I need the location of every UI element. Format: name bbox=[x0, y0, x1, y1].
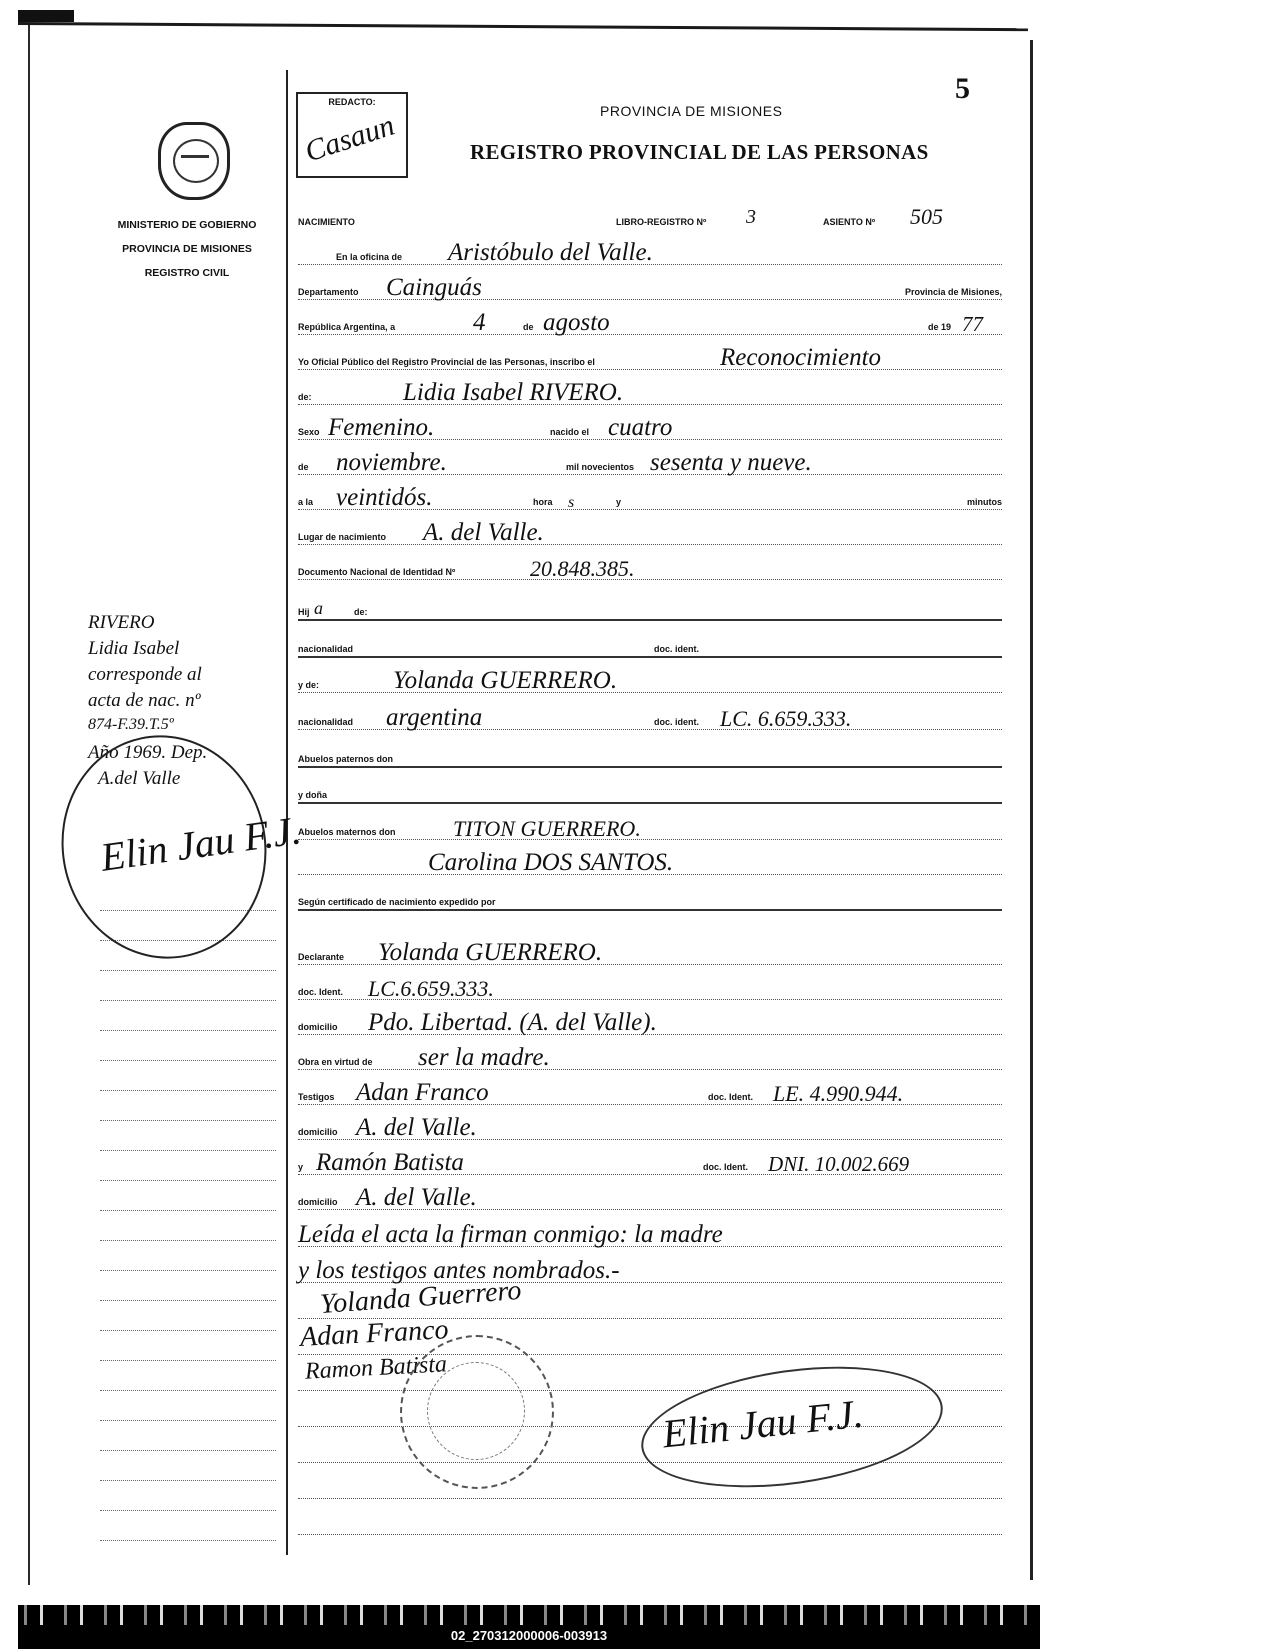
de2-label: de: bbox=[298, 392, 312, 402]
closing-line-1: Leída el acta la firman conmigo: la madre bbox=[298, 1221, 723, 1248]
margin-ruled-line bbox=[100, 1540, 276, 1541]
asiento-label: ASIENTO Nº bbox=[823, 217, 876, 227]
row-nacionalidad-2 bbox=[298, 705, 1002, 730]
row-testigo-2 bbox=[298, 1150, 1002, 1175]
row-declarante bbox=[298, 940, 1002, 965]
dia-value: 4 bbox=[473, 309, 486, 336]
redacto-stamp bbox=[296, 92, 408, 178]
margin-note-line-6: Año 1969. Dep. bbox=[88, 742, 208, 763]
margin-ruled-line bbox=[100, 1360, 276, 1361]
page-top-edge bbox=[18, 22, 1028, 31]
row-lugar bbox=[298, 520, 1002, 545]
hora-value: veintidós. bbox=[336, 484, 433, 511]
nacido-label: nacido el bbox=[550, 427, 590, 437]
margin-ruled-line bbox=[100, 1480, 276, 1481]
y-label: y bbox=[616, 497, 622, 507]
docident-1-label: doc. ident. bbox=[654, 644, 699, 654]
docident-4-value: LE. 4.990.944. bbox=[773, 1081, 904, 1106]
segun-label: Según certificado de nacimiento expedido por bbox=[298, 897, 496, 907]
domicilio-1-value: Pdo. Libertad. (A. del Valle). bbox=[368, 1009, 657, 1036]
domicilio-2-label: domicilio bbox=[298, 1127, 338, 1137]
docident-5-value: DNI. 10.002.669 bbox=[768, 1152, 910, 1176]
signature-madre: Yolanda Guerrero bbox=[319, 1275, 523, 1320]
stamp-inner-ring bbox=[427, 1362, 525, 1460]
nombre-value: Lidia Isabel RIVERO. bbox=[403, 379, 624, 406]
departamento-value: Cainguás bbox=[386, 274, 482, 301]
mil-label: mil novecientos bbox=[566, 462, 635, 472]
abuelo-materno-value: TITON GUERRERO. bbox=[453, 816, 641, 841]
mes-value: agosto bbox=[543, 309, 610, 336]
madre-value: Yolanda GUERRERO. bbox=[393, 667, 618, 694]
declarante-label: Declarante bbox=[298, 952, 345, 962]
margin-ruled-line bbox=[100, 1210, 276, 1211]
row-abuelos-maternos bbox=[298, 815, 1002, 840]
hijo-suffix: a bbox=[314, 598, 323, 618]
yde-label: y de: bbox=[298, 680, 320, 690]
row-obra bbox=[298, 1045, 1002, 1070]
margin-ruled-line bbox=[100, 1090, 276, 1091]
closing-line-2: y los testigos antes nombrados.- bbox=[298, 1257, 620, 1284]
hijo-de-label: de: bbox=[354, 607, 368, 617]
row-nacimiento bbox=[298, 205, 1002, 229]
mil-value: sesenta y nueve. bbox=[650, 449, 812, 476]
redacto-label: REDACTO: bbox=[328, 97, 376, 107]
de3-label: de bbox=[298, 462, 309, 472]
domicilio-1-label: domicilio bbox=[298, 1022, 338, 1032]
hora-s: s bbox=[568, 494, 575, 511]
inscribe-label: Yo Oficial Público del Registro Provincial de las Personas, inscribo el bbox=[298, 357, 595, 367]
page-right-edge bbox=[1030, 40, 1033, 1580]
docident-3-value: LC.6.659.333. bbox=[368, 976, 494, 1001]
row-fecha bbox=[298, 310, 1002, 335]
domicilio-3-label: domicilio bbox=[298, 1197, 338, 1207]
margin-ruled-line bbox=[100, 1120, 276, 1121]
departamento-label: Departamento bbox=[298, 287, 359, 297]
sexo-value: Femenino. bbox=[328, 414, 435, 441]
de-label: de bbox=[523, 322, 534, 332]
margin-note-line-3: corresponde al bbox=[88, 664, 202, 685]
margin-ruled-line bbox=[100, 1300, 276, 1301]
row-dni bbox=[298, 555, 1002, 580]
margin-ruled-line bbox=[100, 1150, 276, 1151]
margin-note-line-2: Lidia Isabel bbox=[88, 638, 180, 659]
row-nacido-mes bbox=[298, 450, 1002, 475]
margin-note-line-4: acta de nac. nº bbox=[88, 690, 201, 711]
row-closing-1 bbox=[298, 1222, 1002, 1247]
margin-ruled-line bbox=[100, 1030, 276, 1031]
anio-value: 77 bbox=[962, 312, 983, 336]
docident-3-label: doc. Ident. bbox=[298, 987, 343, 997]
ministry-header bbox=[92, 213, 282, 285]
inscribe-value: Reconocimiento bbox=[720, 344, 882, 371]
testigos-label: Testigos bbox=[298, 1092, 335, 1102]
margin-ruled-line bbox=[100, 1390, 276, 1391]
margin-ruled-line bbox=[100, 970, 276, 971]
margin-ruled-line bbox=[100, 1240, 276, 1241]
hora-label: hora bbox=[533, 497, 553, 507]
row-oficina bbox=[298, 240, 1002, 265]
row-sexo bbox=[298, 415, 1002, 440]
margin-ruled-line bbox=[100, 1450, 276, 1451]
provincia-label: Provincia de Misiones, bbox=[904, 287, 1002, 297]
y-dona-label: y doña bbox=[298, 790, 328, 800]
oficina-value: Aristóbulo del Valle. bbox=[448, 239, 653, 266]
official-round-stamp bbox=[400, 1335, 554, 1489]
libro-value: 3 bbox=[746, 206, 756, 228]
registry-line: REGISTRO CIVIL bbox=[144, 267, 230, 279]
row-docident-3 bbox=[298, 975, 1002, 1000]
row-domicilio-3 bbox=[298, 1185, 1002, 1210]
scanner-noise bbox=[18, 1605, 1040, 1625]
dni-value: 20.848.385. bbox=[530, 556, 635, 581]
scan-edge-top bbox=[18, 10, 74, 22]
row-nombre bbox=[298, 380, 1002, 405]
row-madre bbox=[298, 668, 1002, 693]
margin-note-line-7: A.del Valle bbox=[98, 768, 181, 789]
margin-ruled-line bbox=[100, 1180, 276, 1181]
y2-label: y bbox=[298, 1162, 304, 1172]
ruled-line bbox=[298, 1474, 1002, 1499]
row-domicilio-1 bbox=[298, 1010, 1002, 1035]
signature-oficial: Elin Jau F.J. bbox=[660, 1390, 866, 1457]
registry-title: REGISTRO PROVINCIAL DE LAS PERSONAS bbox=[470, 140, 929, 164]
row-testigo-1 bbox=[298, 1080, 1002, 1105]
margin-note-line-1: RIVERO bbox=[88, 612, 155, 633]
docident-5-label: doc. Ident. bbox=[703, 1162, 748, 1172]
row-departamento bbox=[298, 275, 1002, 300]
obra-label: Obra en virtud de bbox=[298, 1057, 373, 1067]
province-line: PROVINCIA DE MISIONES bbox=[122, 243, 252, 255]
nacionalidad-2-value: argentina bbox=[386, 704, 483, 731]
testigo-1-value: Adan Franco bbox=[356, 1079, 489, 1106]
hijo-label: Hij bbox=[298, 607, 310, 617]
signature-testigo-1: Adan Franco bbox=[299, 1314, 450, 1353]
abuelos-maternos-label: Abuelos maternos don bbox=[298, 827, 396, 837]
margin-note-line-5: 874-F.39.T.5º bbox=[88, 716, 174, 733]
sexo-label: Sexo bbox=[298, 427, 320, 437]
docident-4-label: doc. Ident. bbox=[708, 1092, 753, 1102]
obra-value: ser la madre. bbox=[418, 1044, 550, 1071]
folio-number: 5 bbox=[955, 72, 970, 105]
docident-2-value: LC. 6.659.333. bbox=[720, 706, 852, 731]
row-inscribe bbox=[298, 345, 1002, 370]
margin-ruled-line bbox=[100, 1330, 276, 1331]
coat-of-arms-seal bbox=[158, 122, 230, 200]
domicilio-2-value: A. del Valle. bbox=[356, 1114, 477, 1141]
ala-label: a la bbox=[298, 497, 314, 507]
row-closing-2 bbox=[298, 1258, 1002, 1283]
nacionalidad-2-label: nacionalidad bbox=[298, 717, 354, 727]
dni-label: Documento Nacional de Identidad Nº bbox=[298, 567, 456, 577]
margin-ruled-line bbox=[100, 1000, 276, 1001]
docident-2-label: doc. ident. bbox=[654, 717, 699, 727]
asiento-value: 505 bbox=[910, 204, 943, 229]
act-type-label: NACIMIENTO bbox=[298, 217, 355, 227]
barcode-text: 02_270312000006-003913 bbox=[450, 1628, 608, 1643]
abuela-materna-value: Carolina DOS SANTOS. bbox=[428, 849, 674, 876]
row-nacionalidad-1 bbox=[298, 632, 1002, 658]
abuelos-paternos-label: Abuelos paternos don bbox=[298, 754, 394, 764]
row-abuela-materna bbox=[298, 850, 1002, 875]
lugar-label: Lugar de nacimiento bbox=[298, 532, 387, 542]
minutos-label: minutos bbox=[967, 497, 1002, 507]
lugar-value: A. del Valle. bbox=[423, 519, 544, 546]
libro-label: LIBRO-REGISTRO Nº bbox=[616, 217, 707, 227]
domicilio-3-value: A. del Valle. bbox=[356, 1184, 477, 1211]
margin-signature: Elin Jau F.J. bbox=[97, 807, 304, 880]
testigo-2-value: Ramón Batista bbox=[316, 1149, 464, 1176]
margin-ruled-line bbox=[100, 1420, 276, 1421]
row-y-dona bbox=[298, 778, 1002, 804]
margin-ruled-line bbox=[100, 1510, 276, 1511]
row-hijo bbox=[298, 595, 1002, 621]
row-hora bbox=[298, 485, 1002, 510]
ministry-line: MINISTERIO DE GOBIERNO bbox=[117, 219, 257, 231]
oficina-label: En la oficina de bbox=[336, 252, 403, 262]
signature-testigo-2: Ramon Batista bbox=[304, 1351, 448, 1385]
margin-ruled-line bbox=[100, 1270, 276, 1271]
page-left-edge bbox=[28, 25, 30, 1585]
row-domicilio-2 bbox=[298, 1115, 1002, 1140]
row-segun bbox=[298, 885, 1002, 911]
row-abuelos-paternos bbox=[298, 742, 1002, 768]
nacido-mes-value: noviembre. bbox=[336, 449, 447, 476]
province-title: PROVINCIA DE MISIONES bbox=[600, 103, 783, 119]
anio-label: de 19 bbox=[928, 322, 952, 332]
declarante-value: Yolanda GUERRERO. bbox=[378, 939, 603, 966]
margin-ruled-line bbox=[100, 1060, 276, 1061]
republica-label: República Argentina, a bbox=[298, 322, 396, 332]
nacido-value: cuatro bbox=[608, 414, 673, 441]
ruled-line bbox=[298, 1510, 1002, 1535]
nacionalidad-1-label: nacionalidad bbox=[298, 644, 354, 654]
redacto-signature: Casaun bbox=[300, 108, 399, 169]
